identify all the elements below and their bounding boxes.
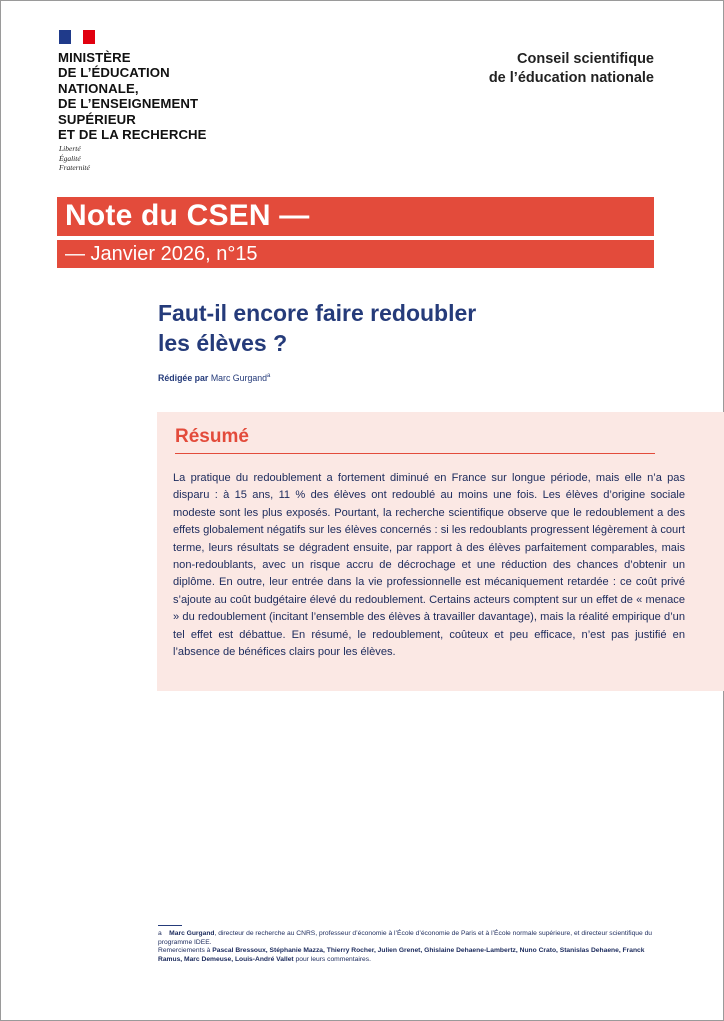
ministry-line: MINISTÈRE [58,50,131,65]
motto-line: Liberté [59,144,81,153]
republic-flag-logo [59,30,95,44]
council-line-1: Conseil scientifique [517,51,654,67]
thanks-names: Pascal Bressoux, Stéphanie Mazza, Thierry Rocher, Julien Grenet, Ghislaine Dehaene-Lambertz, Nuno Crato, Stanislas Dehaene, Franck Ramus, Marc Demeuse, Louis-André Vallet [158,947,645,963]
ministry-line: ET DE LA RECHERCHE [58,127,207,143]
footnotes [158,930,654,964]
issue-banner [57,240,654,268]
summary-text: La pratique du redoublement a fortement diminué en France sur longue période, mais elle n’a pas disparu : à 15 ans, 11 % des élèves ont redoublé au moins une fois. Les élèves d’origine sociale modeste sont les plus exposés. Pourtant, la recherche scientifique observe que le redoublement a des effets globalement négatifs sur les élèves concernés : si les redoublants progressent légèrement à court terme, leurs résultats se dégradent ensuite, par rapport à des élèves parfaitement comparables, mais non-redoublants, avec un risque accru de décrochage et une réduction des chances d’obtenir un diplôme. En outre, leur entrée dans la vie professionnelle est mécaniquement retardée : ce coût privé s’ajoute au coût budgétaire élevé du redoublement. Certains acteurs comptent sur un effet de « menace » du redoublement (incitant l’ensemble des élèves à travailler davantage), mais la réalité empirique d’un tel effet est débattue. En résumé, le redoublement, coûteux et peu efficace, n’est pas justifié en l’absence de bénéfices clairs pour les élèves. [173,472,685,659]
flag-red [83,30,95,44]
article-title-line-1: Faut-il encore faire redoubler [158,300,477,326]
article-title [158,298,476,358]
ministry-name [58,50,207,142]
motto-line: Égalité [59,153,81,163]
flag-blue [59,30,71,44]
flag-white [71,30,83,44]
ministry-line: SUPÉRIEUR [58,111,136,127]
summary-divider [175,453,655,454]
footnote-mark: a [158,930,162,937]
council-line-2: de l’éducation nationale [488,69,654,86]
footnote-author [158,930,654,947]
motto-line: Fraternité [59,163,90,172]
author-footnote-mark: a [267,373,271,380]
republic-motto [59,144,90,173]
footnote-author-desc: , directeur de recherche au CNRS, professeur d’économie à l’École d’économie de Paris et à l’École normale supérieure, et directeur scientifique du programme IDEE. [158,930,653,946]
ministry-line: NATIONALE, [58,80,139,96]
summary-heading: Résumé [175,426,249,447]
author-name: Marc Gurgand [210,373,268,383]
council-name [489,50,654,87]
issue-banner-text: — Janvier 2026, n°15 [65,243,258,265]
thanks-label: Remerciements à [158,947,213,955]
ministry-line: DE L’ÉDUCATION [58,65,170,81]
footnote-thanks [158,947,654,964]
summary-box [157,412,724,691]
note-banner [57,197,654,236]
author-line [158,373,270,383]
note-banner-title: Note du CSEN — [65,199,310,232]
article-title-line-2: les élèves ? [158,330,288,356]
author-label: Rédigée par [158,373,209,383]
footnote-author-name: Marc Gurgand [169,930,215,937]
footnote-divider [158,925,182,926]
thanks-end: pour leurs commentaires. [293,955,371,963]
ministry-line: DE L’ENSEIGNEMENT [58,96,199,112]
